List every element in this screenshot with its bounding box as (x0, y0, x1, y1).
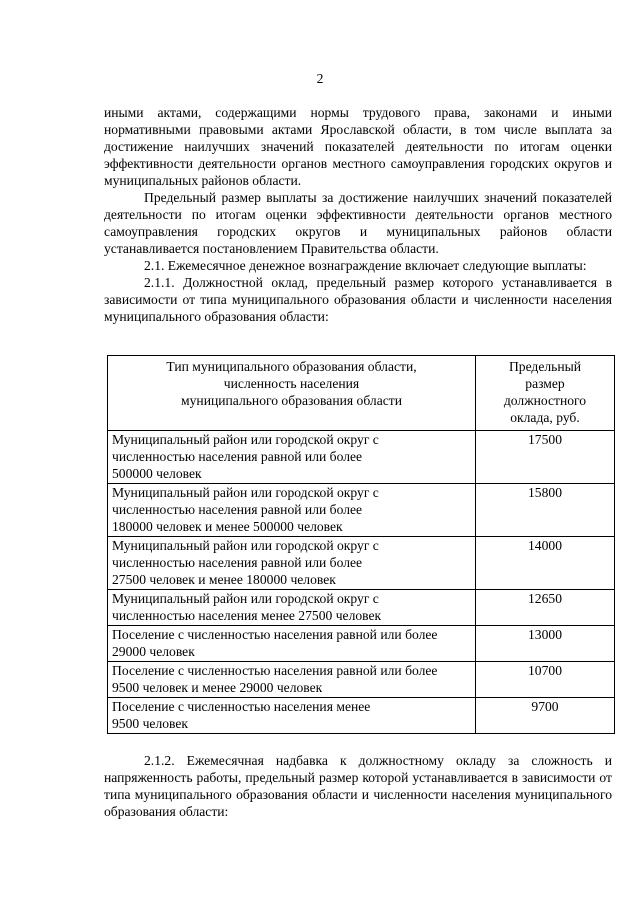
cell-settlement-type: Муниципальный район или городской округ с численностью населения равной или более 27500 человек и менее 180000 человек (108, 537, 476, 590)
header-salary-limit: Предельный размер должностного оклада, руб. (476, 356, 615, 431)
paragraph-2-1: 2.1. Ежемесячное денежное вознаграждение включает следующие выплаты: (144, 258, 587, 273)
cell-settlement-type: Поселение с численностью населения равной или более 29000 человек (108, 626, 476, 662)
cell-settlement-type: Поселение с численностью населения равной или более 9500 человек и менее 29000 человек (108, 662, 476, 698)
cell-settlement-type: Муниципальный район или городской округ с численностью населения равной или более 500000 человек (108, 431, 476, 484)
table-row (108, 698, 615, 734)
cell-settlement-type: Муниципальный район или городской округ с численностью населения равной или более 180000 человек и менее 500000 человек (108, 484, 476, 537)
intro-text-block (104, 104, 612, 325)
paragraph-continuation: иными актами, содержащими нормы трудового права, законами и иными нормативными правовыми актами Ярославской области, в том числе выплата за достижение наилучших значений показателей деятельности по итогам оценки эффективности деятельности органов местного самоуправления городских округов и муниципальных районов области. (104, 105, 612, 188)
table-row (108, 662, 615, 698)
salary-table (107, 355, 615, 734)
table-row (108, 626, 615, 662)
cell-salary-value: 17500 (476, 431, 615, 484)
cell-settlement-type: Муниципальный район или городской округ с численностью населения менее 27500 человек (108, 590, 476, 626)
bottom-text-block (104, 752, 612, 820)
cell-salary-value: 14000 (476, 537, 615, 590)
page-number: 2 (316, 71, 324, 86)
cell-salary-value: 10700 (476, 662, 615, 698)
cell-salary-value: 13000 (476, 626, 615, 662)
table-row (108, 431, 615, 484)
cell-settlement-type: Поселение с численностью населения менее 9500 человек (108, 698, 476, 734)
table-row (108, 484, 615, 537)
table-row (108, 537, 615, 590)
paragraph-limit-size: Предельный размер выплаты за достижение наилучших значений показателей деятельности по итогам оценки эффективности деятельности органов местного самоуправления городских округов и муниципальных районов области устанавливается постановлением Правительства области. (104, 190, 612, 256)
paragraph-2-1-2: 2.1.2. Ежемесячная надбавка к должностному окладу за сложность и напряженность работы, предельный размер которой устанавливается в зависимости от типа муниципального образования области и численности населения муниципального образования области: (104, 753, 612, 819)
paragraph-2-1-1: 2.1.1. Должностной оклад, предельный размер которого устанавливается в зависимости от типа муниципального образования области и численности населения муниципального образования области: (104, 275, 612, 324)
cell-salary-value: 15800 (476, 484, 615, 537)
cell-salary-value: 12650 (476, 590, 615, 626)
cell-salary-value: 9700 (476, 698, 615, 734)
header-type-population: Тип муниципального образования области, численность населения муниципального образования области (108, 356, 476, 431)
table-header-row (108, 356, 615, 431)
table-row (108, 590, 615, 626)
